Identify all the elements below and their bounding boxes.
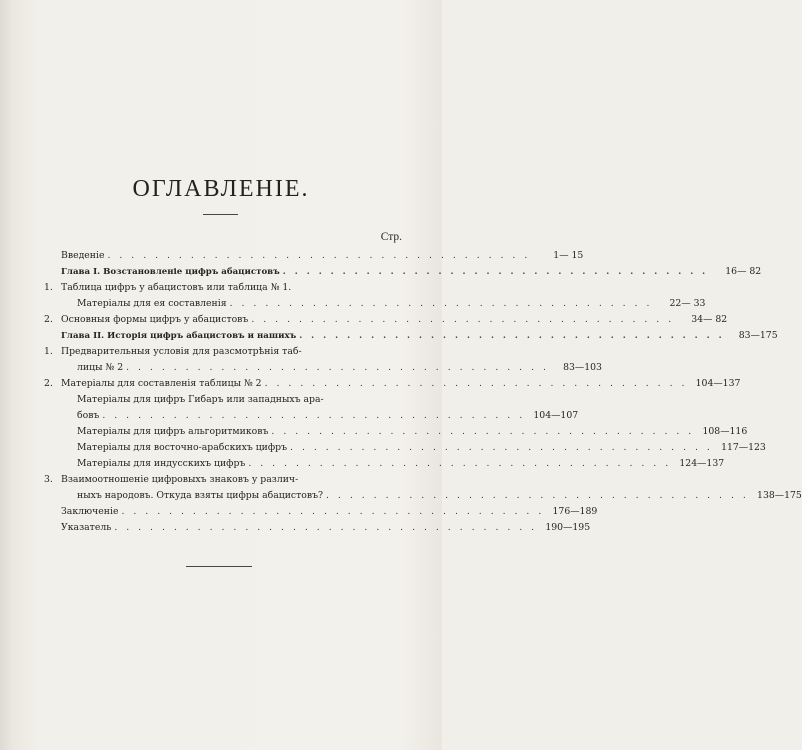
toc-leader-dots: . . . . . . . . . . . . . . . . . . . . . . . . . . . . . . . . . . . . [299, 331, 725, 341]
toc-entry [44, 312, 728, 328]
toc-leader-dots: . . . . . . . . . . . . . . . . . . . . . . . . . . . . . . . . . . . . [282, 267, 709, 277]
toc-entry [44, 392, 406, 408]
toc-entry-title: ныхъ народовъ. Откуда взяты цифры абацистовъ? [77, 490, 324, 501]
toc-leader-dots: . . . . . . . . . . . . . . . . . . . . . . . . . . . . . . . . . . . . [229, 298, 653, 309]
toc-entry-title: Матеріалы для восточно-арабскихъ цифръ [77, 442, 288, 453]
toc-entry-title: Глава II. Исторія цифръ абацистовъ и нашихъ [61, 331, 297, 341]
toc-entry [44, 280, 406, 296]
toc-entry-title: Введеніе [61, 250, 105, 261]
toc-entry-title: бовъ [77, 410, 100, 421]
toc-entry [44, 360, 602, 376]
toc-chapter [44, 264, 762, 280]
toc-entry-title: Указатель [61, 522, 112, 533]
bottom-divider [186, 566, 252, 567]
toc-page-range: 104—107 [533, 410, 579, 421]
toc-page-range: 83—103 [563, 362, 602, 373]
toc-entry [44, 344, 406, 360]
toc-entry [44, 424, 748, 440]
toc-leader-dots: . . . . . . . . . . . . . . . . . . . . . . . . . . . . . . . . . . . . [248, 458, 672, 469]
toc-entry [44, 296, 706, 312]
toc-entry-title: Матеріалы для цифръ Гибаръ или западныхъ ара- [77, 394, 324, 405]
toc-page-range: 176—189 [552, 506, 598, 517]
toc-leader-dots: . . . . . . . . . . . . . . . . . . . . . . . . . . . . . . . . . . . . [251, 314, 675, 325]
toc-leader-dots: . . . . . . . . . . . . . . . . . . . . . . . . . . . . . . . . . . . . [107, 250, 531, 261]
toc-entry-title: Матеріалы для ея составленія [77, 298, 227, 309]
toc-entry [44, 520, 591, 536]
page-title: ОГЛАВЛЕНІЕ. [132, 176, 310, 202]
toc-leader-dots: . . . . . . . . . . . . . . . . . . . . . . . . . . . . . . . . . . . . [290, 442, 713, 453]
toc-entry-title: Матеріалы для индусскихъ цифръ [77, 458, 246, 469]
toc-entry [44, 376, 741, 392]
toc-entry [44, 488, 802, 504]
toc-entry [44, 248, 584, 264]
title-divider [203, 214, 238, 215]
toc-page-range: 22— 33 [669, 298, 706, 309]
toc-entry [44, 440, 766, 456]
toc-entry-title: Взаимоотношеніе цифровыхъ знаковъ у различ- [61, 474, 299, 485]
toc-entry-title: Заключеніе [61, 506, 119, 517]
toc-entry-number: 3. [44, 474, 53, 485]
toc-chapter [44, 328, 778, 344]
toc-entry-number: 1. [44, 282, 53, 293]
toc-page-range: 117—123 [721, 442, 766, 453]
toc-entry [44, 456, 725, 472]
toc-leader-dots: . . . . . . . . . . . . . . . . . . . . . . . . . . . . . . . . . . . . [126, 362, 549, 373]
toc-entry [44, 504, 598, 520]
toc-entry-title: Матеріалы для составленія таблицы № 2 [61, 378, 262, 389]
toc-page-range: 124—137 [679, 458, 725, 469]
toc-entry-title: Глава I. Возстановленіе цифръ абацистовъ [61, 267, 280, 277]
toc-page-range: 83—175 [738, 330, 778, 341]
toc-page-range: 1— 15 [553, 250, 584, 261]
toc-page-range: 190—195 [545, 522, 591, 533]
toc-leader-dots: . . . . . . . . . . . . . . . . . . . . . . . . . . . . . . . . . . . . [271, 426, 695, 437]
toc-entry-title: Таблица цифръ у абацистовъ или таблица № 1. [61, 282, 292, 293]
toc-entry [44, 472, 406, 488]
toc-page-range: 16— 82 [725, 266, 762, 277]
toc-entry-number: 2. [44, 314, 53, 325]
toc-entry-title: лицы № 2 [77, 362, 124, 373]
table-of-contents [44, 248, 802, 536]
toc-entry [44, 408, 579, 424]
toc-entry-title: Предварительныя условія для разсмотрѣнія таб- [61, 346, 302, 357]
toc-page-range: 34— 82 [691, 314, 728, 325]
toc-leader-dots: . . . . . . . . . . . . . . . . . . . . . . . . . . . . . . . . . . . . [102, 410, 526, 421]
toc-leader-dots: . . . . . . . . . . . . . . . . . . . . . . . . . . . . . . . . . . . . [326, 490, 749, 501]
toc-page-range: 138—175 [757, 490, 802, 501]
toc-entry-number: 1. [44, 346, 53, 357]
toc-leader-dots: . . . . . . . . . . . . . . . . . . . . . . . . . . . . . . . . . . . . [114, 522, 538, 533]
toc-entry-title: Матеріалы для цифръ альгоритмиковъ [77, 426, 269, 437]
page-column-header: Стр. [380, 231, 402, 243]
toc-entry-title: Основныя формы цифръ у абацистовъ [61, 314, 249, 325]
toc-page-range: 104—137 [695, 378, 741, 389]
toc-leader-dots: . . . . . . . . . . . . . . . . . . . . . . . . . . . . . . . . . . . . [264, 378, 688, 389]
toc-leader-dots: . . . . . . . . . . . . . . . . . . . . . . . . . . . . . . . . . . . . [121, 506, 545, 517]
toc-page-range: 108—116 [702, 426, 748, 437]
toc-entry-number: 2. [44, 378, 53, 389]
